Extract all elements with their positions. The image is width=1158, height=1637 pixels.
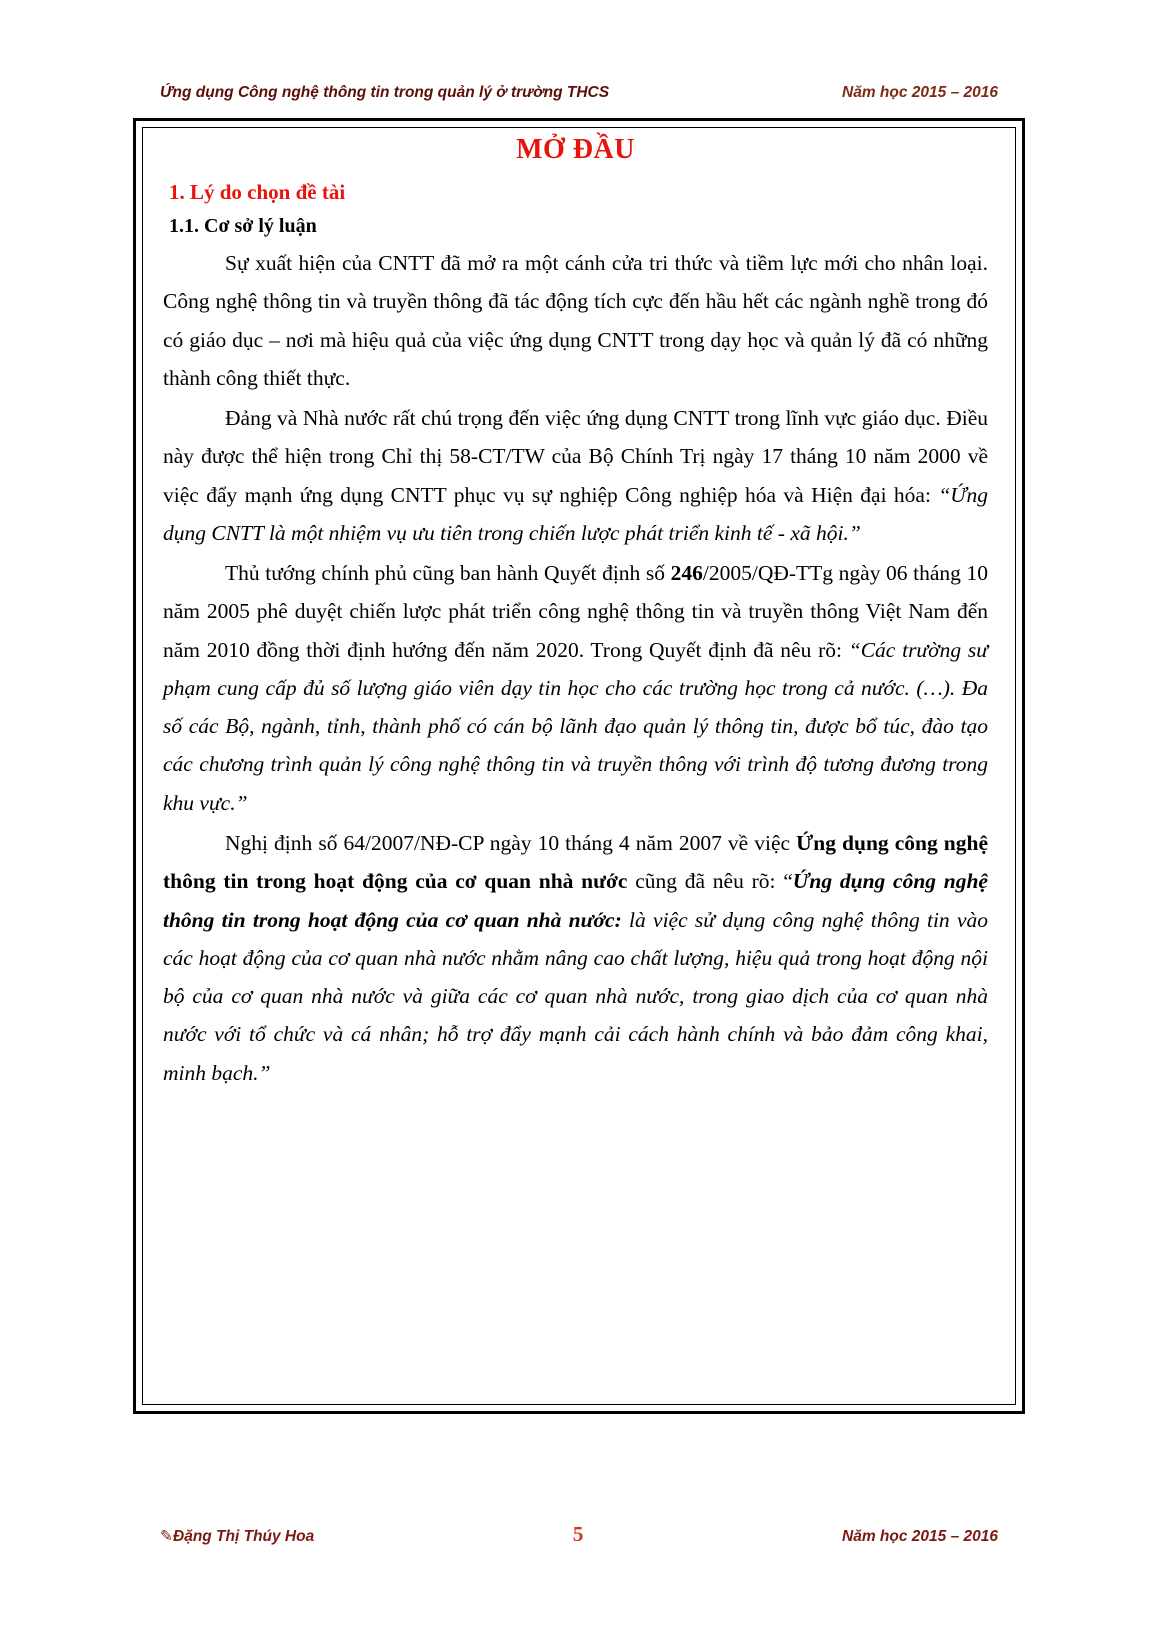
paragraph-4-bold-phrase: Ứng dụng công nghệ thông tin trong hoạt động của cơ quan nhà nước (163, 830, 988, 894)
pen-icon: ✎ (160, 1528, 173, 1545)
paragraph-3-decree-number: 246 (670, 561, 703, 586)
paragraph-4 (163, 824, 988, 1092)
paragraph-2 (163, 399, 988, 552)
paragraph-1: Sự xuất hiện của CNTT đã mở ra một cánh cửa tri thức và tiềm lực mới cho nhân loại. Công nghệ thông tin và truyền thông đã tác động tích cực đến hầu hết các ngành nghề trong đó có giáo dục – nơi mà hiệu quả của việc ứng dụng CNTT trong dạy học và quản lý đã có những thành công thiết thực. (163, 251, 988, 390)
page-footer (160, 1522, 998, 1547)
page-number: 5 (572, 1522, 584, 1546)
paragraph-2-text: Đảng và Nhà nước rất chú trọng đến việc ứng dụng CNTT trong lĩnh vực giáo dục. Điều này được thể hiện trong Chỉ thị 58-CT/TW của Bộ Chính Trị ngày 17 tháng 10 năm 2000 về việc đẩy mạnh ứng dụng CNTT phục vụ sự nghiệp Công nghiệp hóa và Hiện đại hóa: (163, 406, 988, 507)
document-content (155, 128, 1000, 1094)
page-header (160, 84, 998, 102)
page-title: MỞ ĐẦU (516, 134, 635, 165)
paragraph-4-text-b: cũng đã nêu rõ: “ (627, 869, 793, 894)
paragraph-3 (163, 554, 988, 822)
header-left-text: Ứng dụng Công nghệ thông tin trong quản lý ở trường THCS (160, 84, 610, 101)
footer-author (160, 1527, 314, 1546)
paragraph-2-quote: “Ứng dụng CNTT là một nhiệm vụ ưu tiên trong chiến lược phát triển kinh tế - xã hội.” (163, 482, 988, 545)
header-right-text: Năm học 2015 – 2016 (842, 84, 998, 101)
paragraph-3-text-a: Thủ tướng chính phủ cũng ban hành Quyết định số (225, 561, 671, 586)
paragraph-4-quote: là việc sử dụng công nghệ thông tin vào các hoạt động của cơ quan nhà nước nhằm nâng cao chất lượng, hiệu quả trong hoạt động nội bộ của cơ quan nhà nước và giữa các cơ quan nhà nước, trong giao dịch của cơ quan nhà nước với tổ chức và cá nhân; hỗ trợ đẩy mạnh cải cách hành chính và bảo đảm công khai, minh bạch.” (163, 907, 988, 1085)
subsection-heading-1-1: 1.1. Cơ sở lý luận (169, 215, 317, 237)
paragraph-4-bold-italic-phrase: Ứng dụng công nghệ thông tin trong hoạt động của cơ quan nhà nước: (163, 869, 988, 932)
paragraph-4-text-a: Nghị định số 64/2007/NĐ-CP ngày 10 tháng 4 năm 2007 về việc (225, 830, 797, 855)
paragraph-3-text-b: /2005/QĐ-TTg ngày 06 tháng 10 năm 2005 phê duyệt chiến lược phát triển công nghệ thông tin và truyền thông Việt Nam đến năm 2010 đồng thời định hướng đến năm 2020. Trong Quyết định đã nêu rõ: (163, 561, 988, 662)
footer-author-name: Đặng Thị Thúy Hoa (173, 1528, 315, 1545)
section-heading-1: 1. Lý do chọn đề tài (169, 180, 346, 204)
footer-right-text: Năm học 2015 – 2016 (842, 1528, 998, 1545)
paragraph-3-quote: “Các trường sư phạm cung cấp đủ số lượng giáo viên dạy tin học cho các trường học trong cả nước. (…). Đa số các Bộ, ngành, tỉnh, thành phố có cán bộ lãnh đạo quản lý thông tin, được bổ túc, đào tạo các chương trình quản lý công nghệ thông tin và truyền thông với trình độ tương đương trong khu vực.” (163, 637, 988, 815)
